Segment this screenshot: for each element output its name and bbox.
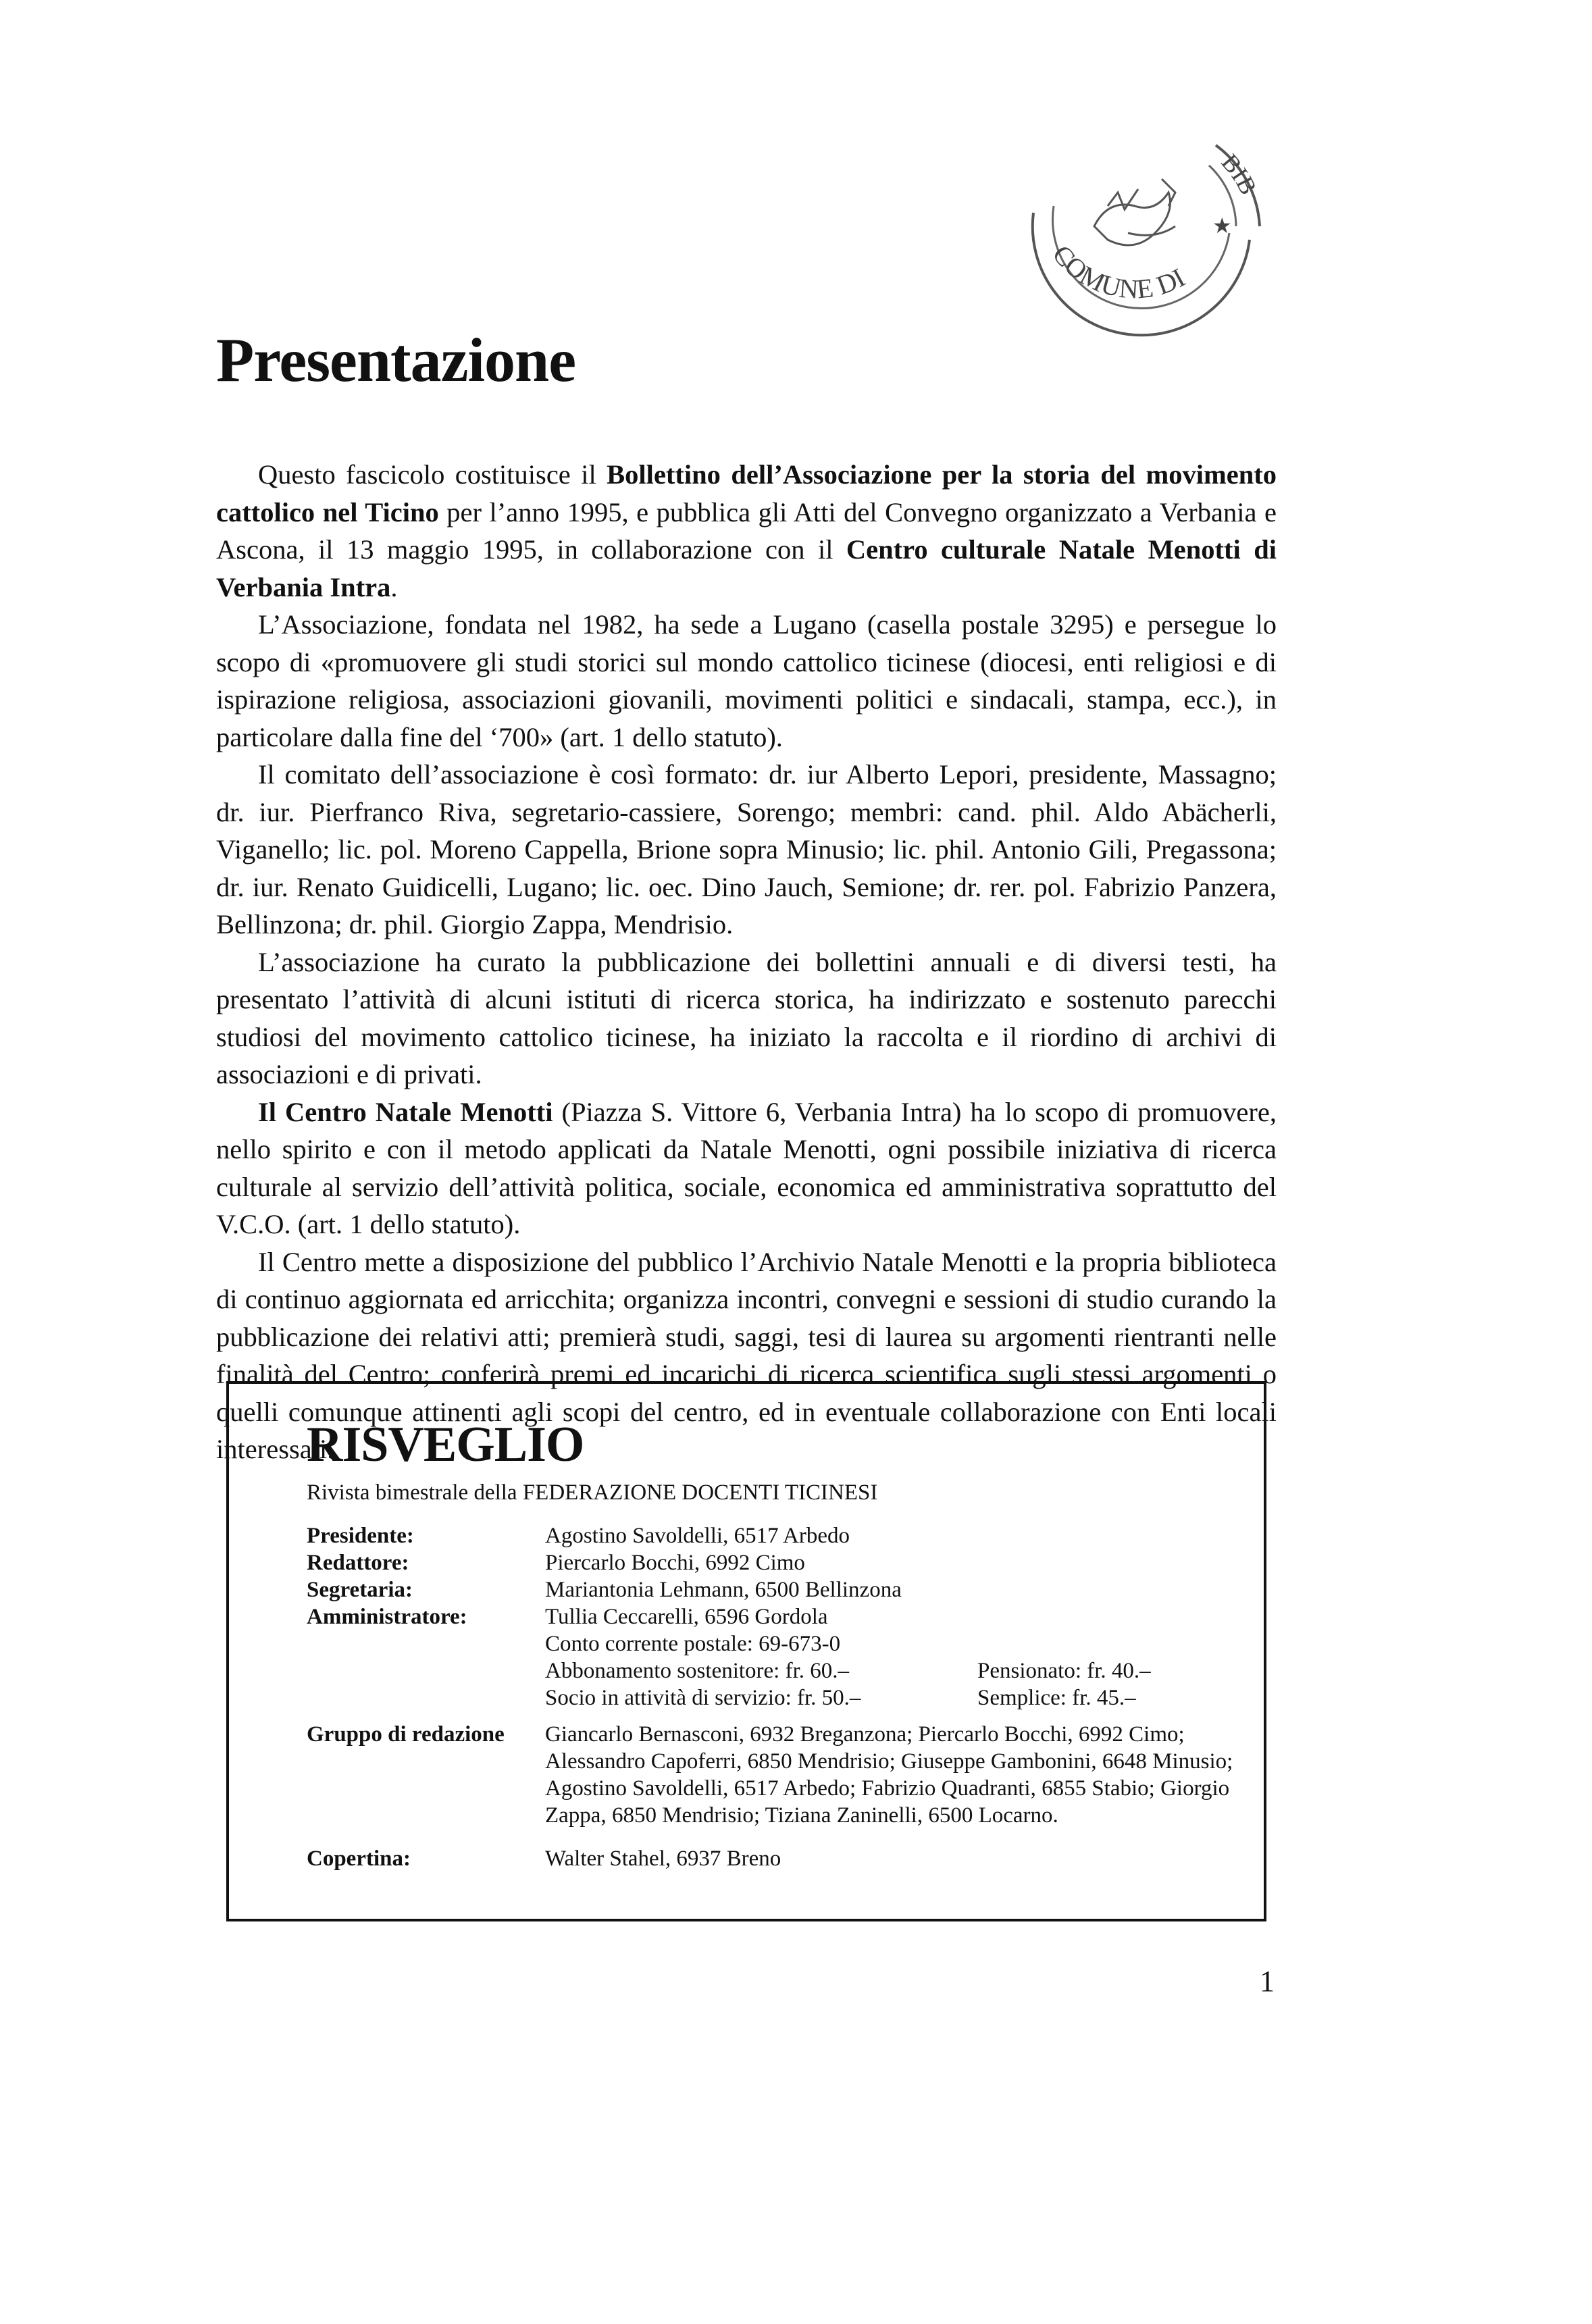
stamp-text-top: BIB	[1216, 149, 1262, 199]
masthead-value: Agostino Savoldelli, 6517 Arbedo	[545, 1524, 850, 1548]
masthead-label: Presidente:	[307, 1524, 414, 1548]
masthead-label: Copertina:	[307, 1847, 411, 1871]
text-run: Il comitato dell’associazione è così formato: dr. iur Alberto Lepori, presidente, Massagno; dr. iur. Pierfranco Riva, segretario-cassiere, Sorengo; membri: cand. phil. Aldo Abächerli, Viganello; lic. pol. Moreno Cappella, Brione sopra Minusio; lic. phil. Antonio Gili, Pregassona; dr. iur. Renato Guidicelli, Lugano; lic. oec. Dino Jauch, Semione; dr. rer. pol. Fabrizio Panzera, Bellinzona; dr. phil. Giorgio Zappa, Mendrisio.	[216, 759, 1277, 939]
masthead-label: Segretaria:	[307, 1578, 413, 1602]
masthead-row-segretaria	[307, 1576, 1239, 1603]
library-stamp	[993, 132, 1263, 361]
bold-text-run: Bollettino dell’Associazione per la storia del movimento cattolico nel Ticino	[216, 459, 1277, 527]
stamp-text-bottom: COMUNE DI	[1046, 239, 1190, 305]
masthead-label: Gruppo di redazione	[307, 1722, 505, 1747]
price-row	[545, 1684, 1239, 1711]
stamp-star-icon: ★	[1212, 213, 1232, 238]
pensionato-price: Pensionato: fr. 40.–	[977, 1659, 1151, 1683]
body-paragraph	[216, 456, 1277, 606]
bold-text-run: Il Centro Natale Menotti	[258, 1096, 553, 1127]
semplice-price: Semplice: fr. 45.–	[977, 1686, 1136, 1710]
text-run: Il Centro mette a disposizione del pubblico l’Archivio Natale Menotti e la propria biblioteca di continuo aggiornata ed arricchita; organizza incontri, convegni e sessioni di studio curando la pubblicazione dei relativi atti; premierà studi, saggi, tesi di laurea su argomenti rientranti nelle finalità del Centro; conferirà premi ed incarichi di ricerca scientifica sugli stessi argomenti o quelli comunque attinenti agli scopi del centro, ed in eventuale collaborazione con Enti locali interessati.	[216, 1246, 1277, 1464]
masthead-value: Mariantonia Lehmann, 6500 Bellinzona	[545, 1578, 902, 1602]
body-text	[216, 456, 1277, 1468]
text-run: (Piazza S. Vittore 6, Verbania Intra) ha lo scopo di promuovere, nello spirito e con il metodo applicati da Natale Menotti, ogni possibile iniziativa di ricerca culturale al servizio dell’attività politica, sociale, economica ed amministrativa soprattutto del V.C.O. (art. 1 dello statuto).	[216, 1096, 1277, 1239]
svg-text:COMUNE DI	[1046, 239, 1189, 305]
masthead-subtitle: Rivista bimestrale della FEDERAZIONE DOCENTI TICINESI	[307, 1480, 878, 1505]
masthead-row-presidente	[307, 1522, 1239, 1549]
price-row	[545, 1657, 1239, 1684]
abbonamento-price: Abbonamento sostenitore: fr. 60.–	[545, 1659, 850, 1683]
masthead-row-redattore	[307, 1549, 1239, 1576]
body-paragraph	[216, 606, 1277, 756]
page-number: 1	[1260, 1965, 1275, 1998]
body-paragraph	[216, 756, 1277, 944]
masthead-table	[307, 1522, 1239, 1872]
masthead-value	[545, 1603, 1239, 1711]
socio-price: Socio in attività di servizio: fr. 50.–	[545, 1686, 861, 1710]
masthead-row-gruppo	[307, 1721, 1239, 1829]
text-run: L’Associazione, fondata nel 1982, ha sede a Lugano (casella postale 3295) e persegue lo scopo di «promuovere gli studi storici sul mondo cattolico ticinese (diocesi, enti religiosi e di ispirazione religiosa, associazioni giovanili, movimenti politici e sindacali, stampa, ecc.), in particolare dalla fine del ‘700» (art. 1 dello statuto).	[216, 609, 1277, 752]
conto-corrente: Conto corrente postale: 69-673-0	[545, 1632, 841, 1656]
masthead-row-copertina	[307, 1845, 1239, 1872]
masthead-title: RISVEGLIO	[307, 1417, 584, 1472]
body-paragraph	[216, 944, 1277, 1093]
text-run: .	[390, 571, 398, 602]
text-run: per l’anno 1995, e pubblica gli Atti del Convegno organizzato a Verbania e Ascona, il 13 maggio 1995, in collaborazione con il	[216, 496, 1277, 565]
masthead-label: Amministratore:	[307, 1605, 467, 1629]
masthead-row-amministratore	[307, 1603, 1239, 1711]
bold-text-run: Centro culturale Natale Menotti di Verbania Intra	[216, 534, 1277, 602]
page-title: Presentazione	[216, 326, 576, 394]
masthead-label: Redattore:	[307, 1551, 409, 1575]
masthead-value: Giancarlo Bernasconi, 6932 Breganzona; Piercarlo Bocchi, 6992 Cimo; Alessandro Capoferri, 6850 Mendrisio; Giuseppe Gambonini, 6648 Minusio; Agostino Savoldelli, 6517 Arbedo; Fabrizio Quadranti, 6855 Stabio; Giorgio Zappa, 6850 Mendrisio; Tiziana Zaninelli, 6500 Locarno.	[545, 1722, 1233, 1828]
masthead-value: Walter Stahel, 6937 Breno	[545, 1847, 781, 1871]
text-run: L’associazione ha curato la pubblicazione dei bollettini annuali e di diversi testi, ha presentato l’attività di alcuni istituti di ricerca storica, ha indirizzato e sostenuto parecchi studiosi del movimento cattolico ticinese, ha iniziato la raccolta e il riordino di archivi di associazioni e di privati.	[216, 946, 1277, 1089]
body-paragraph	[216, 1093, 1277, 1243]
risveglio-masthead-box	[226, 1381, 1266, 1921]
masthead-value: Piercarlo Bocchi, 6992 Cimo	[545, 1551, 805, 1575]
amministratore-name: Tullia Ceccarelli, 6596 Gordola	[545, 1605, 828, 1629]
svg-text:BIB	[1216, 149, 1262, 199]
text-run: Questo fascicolo costituisce il	[258, 459, 607, 490]
